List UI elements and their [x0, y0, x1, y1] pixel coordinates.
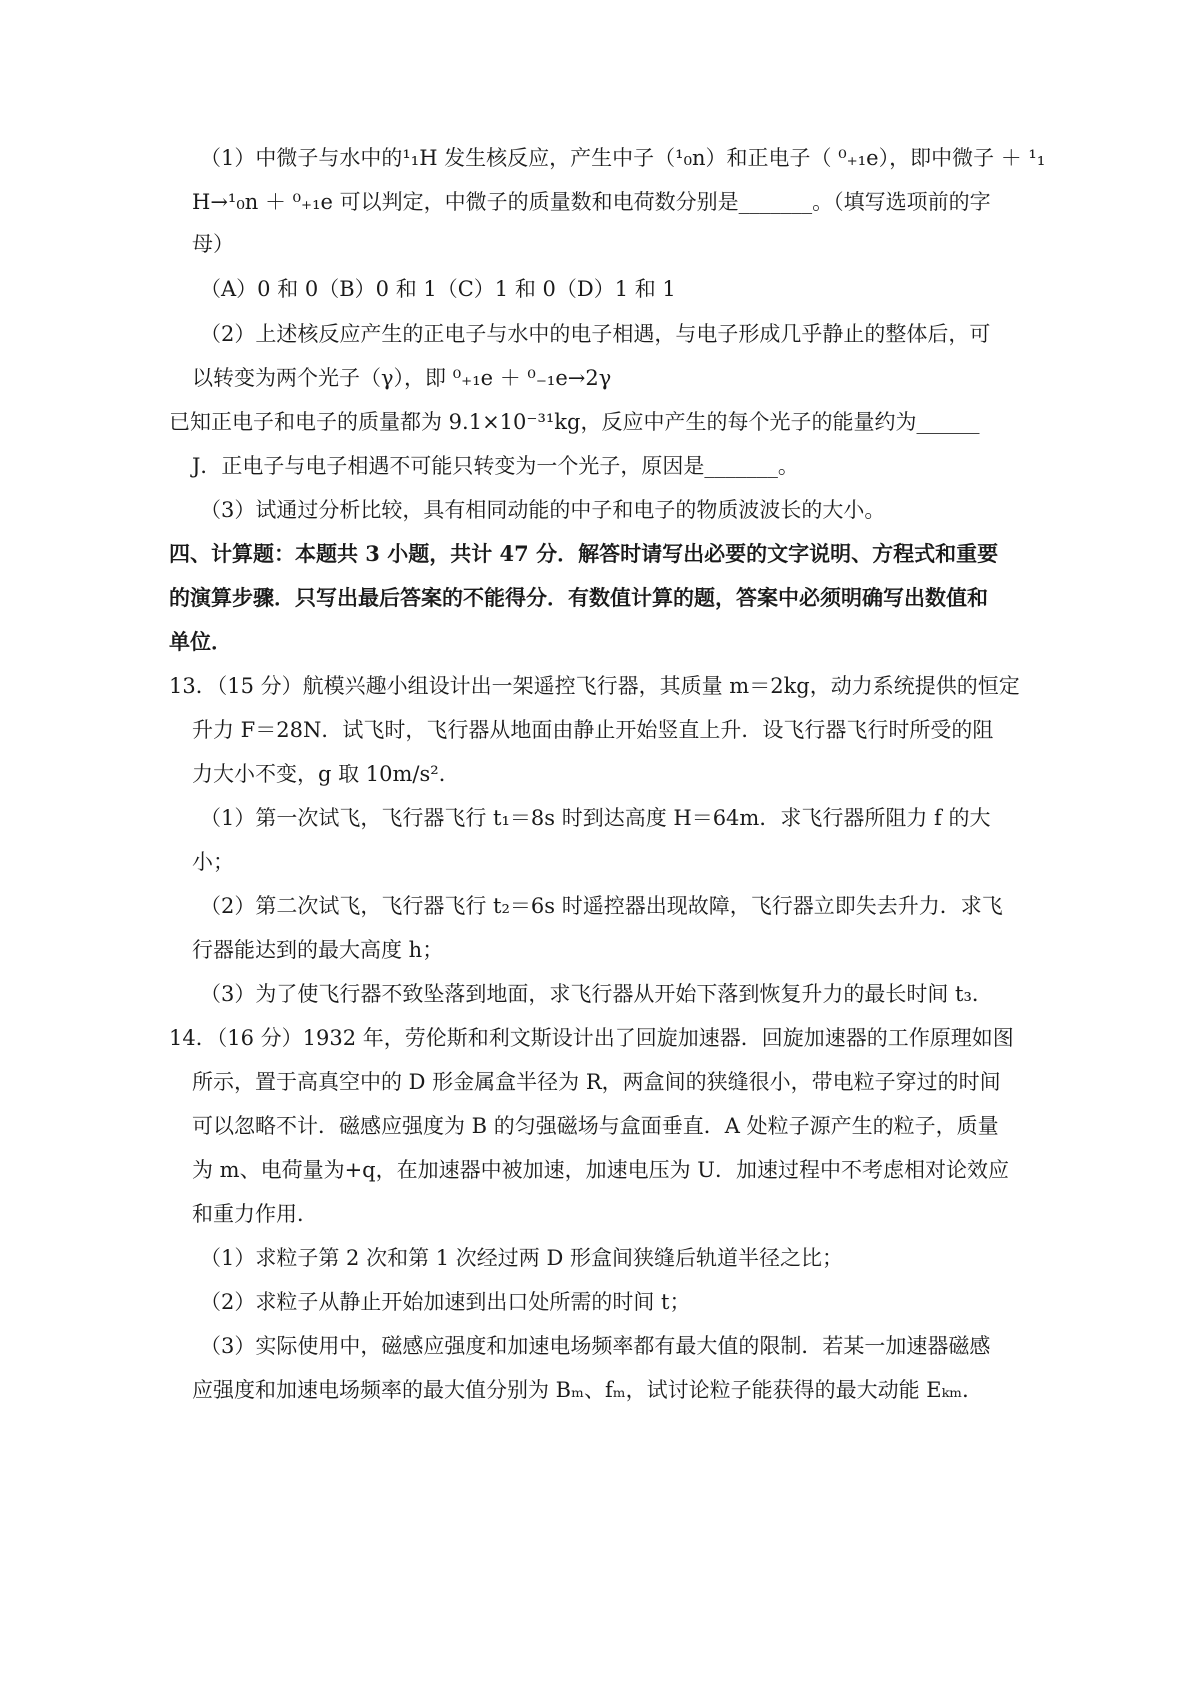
- text-line-q13-3: （3）为了使飞行器不致坠落到地面，求飞行器从开始下落到恢复升力的最长时间 t₃．: [200, 982, 993, 1006]
- text-line-options: （A）0 和 0（B）0 和 1（C）1 和 0（D）1 和 1: [200, 277, 676, 301]
- text-line-q14-cont3: 为 m、电荷量为+q，在加速器中被加速，加速电压为 U．加速过程中不考虑相对论效应: [192, 1158, 1009, 1182]
- text-line-q14-3-cont: 应强度和加速电场频率的最大值分别为 Bₘ、fₘ，试讨论粒子能获得的最大动能 Eₖₘ．: [192, 1378, 984, 1402]
- text-line-q12-2-cont: 以转变为两个光子（γ），即 ⁰₊₁e ＋ ⁰₋₁e→2γ: [192, 366, 612, 390]
- text-line-q12-3: （3）试通过分析比较，具有相同动能的中子和电子的物质波波长的大小。: [200, 498, 886, 522]
- text-line-q12-2: （2）上述核反应产生的正电子与水中的电子相遇，与电子形成几乎静止的整体后，可: [200, 322, 991, 346]
- text-line-q13-1-cont: 小；: [192, 850, 234, 874]
- text-line-q14-3: （3）实际使用中，磁感应强度和加速电场频率都有最大值的限制．若某一加速器磁感: [200, 1334, 991, 1358]
- text-line-q13: 13．（15 分）航模兴趣小组设计出一架遥控飞行器，其质量 m＝2kg，动力系统提供的恒定: [169, 674, 1020, 698]
- text-line-q12-2-known: 已知正电子和电子的质量都为 9.1×10⁻³¹kg，反应中产生的每个光子的能量约为______: [169, 410, 980, 434]
- text-line-q14-cont2: 可以忽略不计．磁感应强度为 B 的匀强磁场与盒面垂直．A 处粒子源产生的粒子，质量: [192, 1114, 999, 1138]
- text-line-q14-1: （1）求粒子第 2 次和第 1 次经过两 D 形盒间狭缝后轨道半径之比；: [200, 1246, 843, 1270]
- text-line-q14-cont4: 和重力作用．: [192, 1202, 318, 1226]
- text-line-q13-2-cont: 行器能达到的最大高度 h；: [192, 938, 444, 962]
- text-line-q12-1-cont2: 母）: [192, 232, 234, 256]
- text-line-q12-1-cont: H→¹₀n ＋ ⁰₊₁e 可以判定，中微子的质量数和电荷数分别是_______。（填写选项前的字: [192, 190, 991, 214]
- text-line-q13-cont: 升力 F＝28N．试飞时，飞行器从地面由静止开始竖直上升．设飞行器飞行时所受的阻: [192, 718, 994, 742]
- text-line-q14-cont: 所示，置于高真空中的 D 形金属盒半径为 R，两盒间的狭缝很小，带电粒子穿过的时间: [192, 1070, 1001, 1094]
- text-line-q14-2: （2）求粒子从静止开始加速到出口处所需的时间 t；: [200, 1290, 691, 1314]
- text-line-q12-2-cont2: J．正电子与电子相遇不可能只转变为一个光子，原因是_______。: [192, 454, 799, 478]
- text-line-q13-cont2: 力大小不变，g 取 10m/s²．: [192, 762, 460, 786]
- section-heading-cont2: 单位．: [169, 629, 232, 654]
- text-line-q13-2: （2）第二次试飞，飞行器飞行 t₂＝6s 时遥控器出现故障，飞行器立即失去升力．求飞: [200, 894, 1003, 918]
- section-heading-cont: 的演算步骤．只写出最后答案的不能得分．有数值计算的题，答案中必须明确写出数值和: [169, 585, 988, 610]
- text-line-q13-1: （1）第一次试飞，飞行器飞行 t₁＝8s 时到达高度 H＝64m．求飞行器所阻力 f 的大: [200, 806, 991, 830]
- text-line-q14: 14．（16 分）1932 年，劳伦斯和利文斯设计出了回旋加速器．回旋加速器的工作原理如图: [169, 1026, 1014, 1050]
- text-line-q12-1: （1）中微子与水中的¹₁H 发生核反应，产生中子（¹₀n）和正电子（ ⁰₊₁e），即中微子 ＋ ¹₁: [200, 146, 1046, 170]
- section-heading: 四、计算题：本题共 3 小题，共计 47 分．解答时请写出必要的文字说明、方程式和重要: [169, 541, 999, 566]
